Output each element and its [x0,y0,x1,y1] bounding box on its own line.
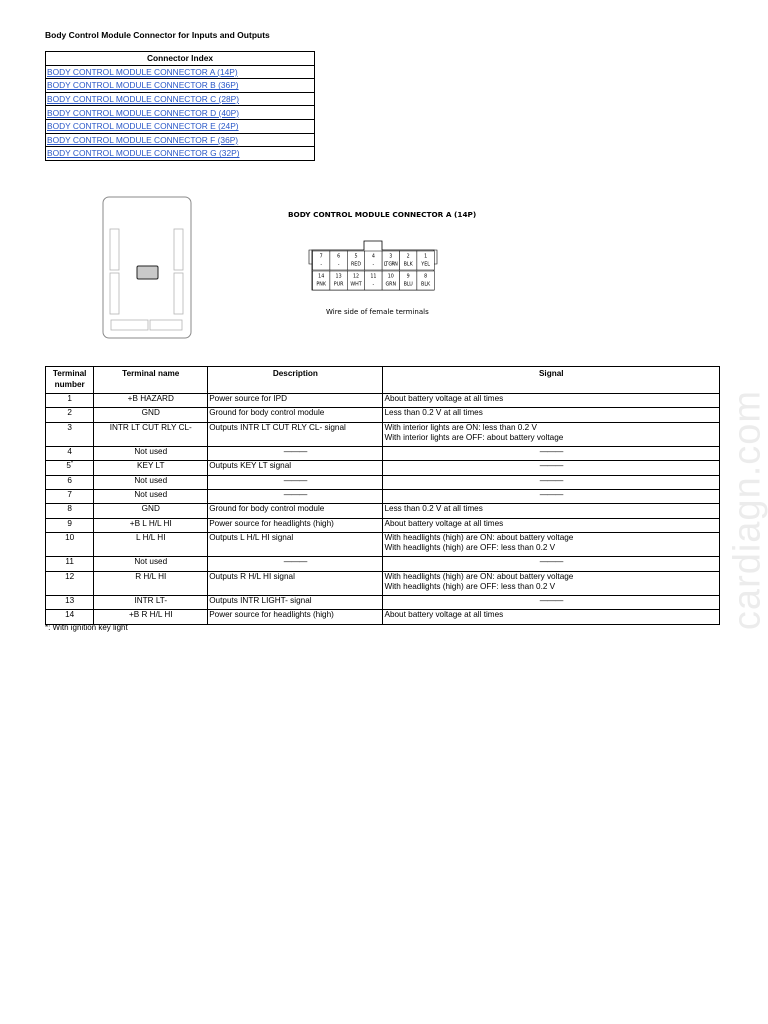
table-row [46,504,720,518]
terminal-name-cell: Not used [94,557,208,571]
terminal-name-cell: +B L H/L HI [94,518,208,532]
terminal-name-cell: Not used [94,475,208,489]
terminal-name-cell: Not used [94,489,208,503]
description-cell: Power source for IPD [208,394,383,408]
terminal-number-cell: 10 [46,532,94,557]
description-cell: ——— [208,447,383,461]
pin-number: 7 [319,254,323,260]
pin-number: 12 [352,274,360,280]
watermark: cardiagn.com [726,389,768,631]
pin-number: 11 [370,274,377,280]
description-cell: Outputs L H/L HI signal [208,532,383,557]
signal-line: With headlights (high) are OFF: less than 0.2 V [384,582,556,592]
terminal-name-cell: Not used [94,447,208,461]
connector-f-link[interactable]: BODY CONTROL MODULE CONNECTOR F (36P) [47,134,239,145]
pin-wire-color: - [372,282,375,288]
signal-line: ——— [539,461,563,471]
signal-line: ——— [539,596,563,606]
pin-wire-color: BLK [403,262,413,268]
pin-wire-color: - [320,262,323,268]
pin-number: 1 [424,254,428,260]
terminal-number-cell: 9 [46,518,94,532]
signal-cell [383,422,720,447]
description-cell: ——— [208,557,383,571]
terminal-name-cell: GND [94,408,208,422]
pin-number: 14 [318,274,325,280]
table-row [46,422,720,447]
terminal-number-cell: 1 [46,394,94,408]
signal-line: About battery voltage at all times [384,394,504,403]
signal-cell [383,504,720,518]
signal-line: With interior lights are OFF: about battery voltage [384,433,564,443]
pin-wire-color: LT GRN [383,262,398,268]
terminal-name-cell: KEY LT [94,461,208,475]
terminal-number-cell: 4 [46,447,94,461]
table-row [46,532,720,557]
wire-side-caption: Wire side of female terminals [326,308,429,316]
terminal-number-cell: 12 [46,571,94,596]
header-signal: Signal [383,367,720,394]
pin-number: 10 [387,274,394,280]
terminal-table [45,366,720,625]
signal-cell [383,596,720,610]
connector-a-link[interactable]: BODY CONTROL MODULE CONNECTOR A (14P) [47,66,238,77]
signal-cell [383,461,720,475]
footnote: *: With ignition key light [45,623,128,632]
terminal-number-cell: 3 [46,422,94,447]
pin-number: 13 [335,274,342,280]
signal-line: ——— [539,475,563,485]
terminal-number-cell: 11 [46,557,94,571]
description-cell: Power source for headlights (high) [208,518,383,532]
terminal-number-cell: 6 [46,475,94,489]
signal-cell [383,408,720,422]
signal-cell [383,394,720,408]
pin-wire-color: BLK [421,282,431,288]
table-row [46,596,720,610]
header-terminal-name: Terminal name [94,367,208,394]
pin-wire-color: BLU [403,282,413,288]
table-row [46,557,720,571]
page-title: Body Control Module Connector for Inputs and Outputs [45,30,270,40]
description-cell: ——— [208,489,383,503]
signal-cell [383,489,720,503]
terminal-number-cell: 14 [46,610,94,624]
pin-number: 6 [337,254,341,260]
pinout-title: BODY CONTROL MODULE CONNECTOR A (14P) [288,210,477,219]
pin-wire-color: RED [350,262,362,268]
table-row [46,408,720,422]
module-location-illustration [102,196,192,339]
terminal-number-cell: 5* [46,461,94,475]
pin-wire-color: WHT [350,282,362,288]
terminal-name-cell: +B HAZARD [94,394,208,408]
terminal-number-cell: 13 [46,596,94,610]
table-row [46,461,720,475]
connector-index-header: Connector Index [46,52,315,66]
connector-index-table [45,51,315,161]
pin-wire-color: YEL [421,262,430,268]
signal-cell [383,447,720,461]
pin-wire-color: PNK [316,282,327,288]
connector-b-link[interactable]: BODY CONTROL MODULE CONNECTOR B (36P) [47,80,239,91]
terminal-name-cell: L H/L HI [94,532,208,557]
signal-line: With interior lights are ON: less than 0.2 V [384,422,537,432]
header-description: Description [208,367,383,394]
table-row [46,610,720,624]
description-cell: Ground for body control module [208,408,383,422]
pin-wire-color: GRN [385,282,397,288]
signal-cell [383,610,720,624]
header-terminal-number: Terminal number [46,367,94,394]
signal-line: With headlights (high) are ON: about battery voltage [384,532,574,542]
terminal-name-cell: +B R H/L HI [94,610,208,624]
connector-e-link[interactable]: BODY CONTROL MODULE CONNECTOR E (24P) [47,121,239,132]
signal-cell [383,557,720,571]
table-row [46,571,720,596]
signal-line: About battery voltage at all times [384,518,504,528]
signal-cell [383,518,720,532]
terminal-name-cell: R H/L HI [94,571,208,596]
signal-line: Less than 0.2 V at all times [384,504,483,514]
pin-number: 4 [371,254,375,260]
signal-cell [383,571,720,596]
description-cell: ——— [208,475,383,489]
terminal-number-cell: 8 [46,504,94,518]
terminal-number-cell: 7 [46,489,94,503]
pin-number: 2 [406,254,410,260]
table-row [46,475,720,489]
description-cell: Outputs R H/L HI signal [208,571,383,596]
pin-wire-color: PUR [333,282,344,288]
signal-line: About battery voltage at all times [384,610,504,620]
terminal-name-cell: GND [94,504,208,518]
signal-line: ——— [539,447,563,457]
pin-wire-color: - [337,262,340,268]
pin-number: 3 [389,254,393,260]
pin-number: 8 [424,274,428,280]
connector-d-link[interactable]: BODY CONTROL MODULE CONNECTOR D (40P) [47,107,240,118]
footnote-marker: * [70,460,74,467]
pin-number: 9 [406,274,410,280]
signal-line: With headlights (high) are ON: about battery voltage [384,571,574,581]
description-cell: Outputs KEY LT signal [208,461,383,475]
connector-g-link[interactable]: BODY CONTROL MODULE CONNECTOR G (32P) [47,148,240,159]
signal-cell [383,532,720,557]
table-row [46,447,720,461]
table-row [46,489,720,503]
terminal-name-cell: INTR LT CUT RLY CL- [94,422,208,447]
pin-wire-color: - [372,262,375,268]
signal-line: ——— [539,489,563,499]
terminal-name-cell: INTR LT- [94,596,208,610]
signal-line: With headlights (high) are OFF: less than 0.2 V [384,543,556,553]
table-row [46,518,720,532]
description-cell: Outputs INTR LIGHT- signal [208,596,383,610]
table-row [46,394,720,408]
description-cell: Ground for body control module [208,504,383,518]
description-cell: Power source for headlights (high) [208,610,383,624]
signal-line: ——— [539,557,563,567]
connector-c-link[interactable]: BODY CONTROL MODULE CONNECTOR C (28P) [47,94,240,105]
description-cell: Outputs INTR LT CUT RLY CL- signal [208,422,383,447]
connector-a-pinout [280,206,477,326]
terminal-number-cell: 2 [46,408,94,422]
pin-number: 5 [354,254,358,260]
signal-line: Less than 0.2 V at all times [384,408,483,418]
signal-cell [383,475,720,489]
